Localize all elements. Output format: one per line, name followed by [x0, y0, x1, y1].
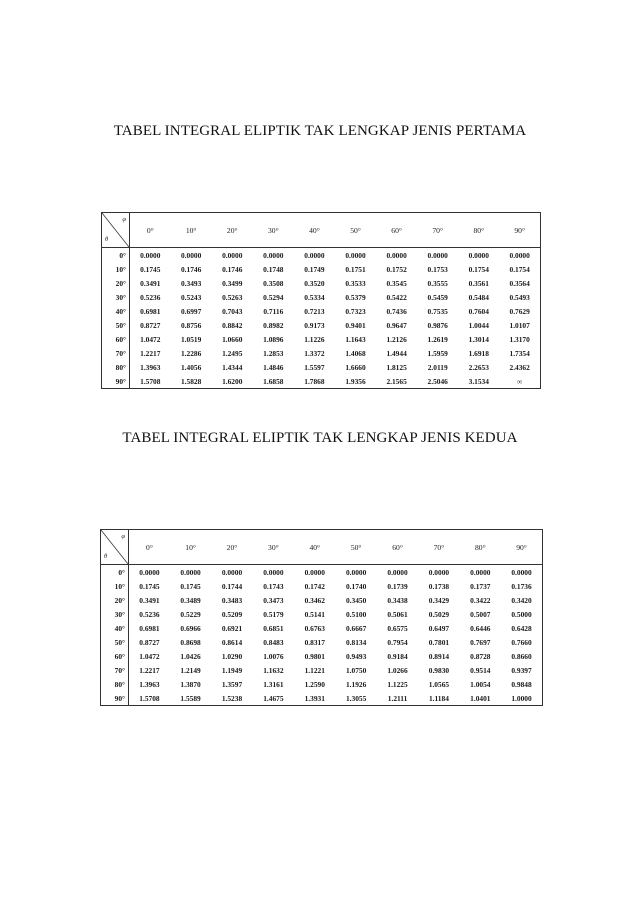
table-cell: 0.0000 [304, 250, 325, 260]
table-cell: 0.0000 [180, 567, 201, 577]
table-cell: 0.3564 [509, 278, 530, 288]
table-cell: 0.9876 [427, 320, 448, 330]
table-cell: 1.4944 [386, 348, 407, 358]
table-cell: 2.1565 [386, 376, 407, 386]
table-cell: 1.0426 [180, 651, 201, 661]
table-cell: 1.1926 [345, 679, 367, 689]
table-cell: 0.5379 [345, 292, 366, 302]
row-header: 60° [101, 649, 129, 663]
table-cell: 0.3545 [386, 278, 407, 288]
table-cell: 0.6575 [387, 623, 408, 633]
table-cell: 0.5141 [304, 609, 325, 619]
table-cell: 1.3170 [509, 334, 530, 344]
table-cell: 1.4344 [222, 362, 243, 372]
table-cell: 0.5236 [139, 609, 160, 619]
table-cell: ∞ [517, 376, 523, 386]
table-cell: 2.5046 [427, 376, 448, 386]
table-cell: 0.1754 [509, 264, 530, 274]
table-row [102, 374, 541, 389]
column-header: 10° [171, 213, 212, 248]
table-cell: 0.9493 [345, 651, 367, 661]
table-cell: 0.9397 [511, 665, 532, 675]
table-cell: 1.5959 [427, 348, 448, 358]
theta-label: θ [105, 236, 109, 243]
table-cell: 0.7116 [263, 306, 284, 316]
table-cell: 0.0000 [139, 567, 160, 577]
table-cell: 0.6763 [304, 623, 325, 633]
table-row [102, 346, 541, 360]
row-header: 60° [102, 332, 130, 346]
table-cell: 0.0000 [470, 567, 491, 577]
table-cell: 1.0565 [428, 679, 450, 689]
row-header: 70° [101, 663, 129, 677]
row-header: 90° [101, 691, 129, 706]
table-cell: 0.0000 [428, 567, 450, 577]
table-cell: 0.1740 [345, 581, 367, 591]
table-row [102, 304, 541, 318]
table-row [102, 332, 541, 346]
table-row [102, 248, 541, 263]
table-cell: 0.1739 [387, 581, 408, 591]
corner-header [102, 213, 130, 248]
table-cell: 1.5589 [180, 693, 201, 703]
table-cell: 1.3014 [468, 334, 489, 344]
table-cell: 0.8614 [221, 637, 243, 647]
table-cell: 1.0472 [140, 334, 161, 344]
table-cell: 1.7868 [304, 376, 325, 386]
table-cell: 0.1737 [470, 581, 491, 591]
row-header: 20° [101, 593, 129, 607]
table-cell: 0.6997 [180, 306, 202, 316]
table-title-second-kind: TABEL INTEGRAL ELIPTIK TAK LENGKAP JENIS KEDUA [122, 430, 518, 446]
table-cell: 1.2217 [140, 348, 161, 358]
column-header: 50° [335, 530, 376, 565]
row-header: 30° [101, 607, 129, 621]
table-cell: 1.2495 [222, 348, 243, 358]
column-header: 70° [417, 213, 458, 248]
table-cell: 0.9401 [345, 320, 366, 330]
table-cell: 0.5236 [140, 292, 161, 302]
table-cell: 1.2619 [427, 334, 448, 344]
table-cell: 0.8727 [140, 320, 161, 330]
table-cell: 1.3372 [304, 348, 325, 358]
elliptic-integral-table-first-kind [101, 212, 541, 389]
table-row [101, 607, 543, 621]
table-cell: 0.7213 [304, 306, 325, 316]
table-cell: 0.6981 [139, 623, 160, 633]
table-cell: 0.1746 [180, 264, 202, 274]
row-header: 40° [101, 621, 129, 635]
table-cell: 0.6497 [428, 623, 450, 633]
table-cell: 0.9184 [387, 651, 408, 661]
column-header: 0° [129, 530, 170, 565]
table-cell: 0.9801 [304, 651, 325, 661]
table-row [101, 635, 543, 649]
table-cell: 3.1534 [468, 376, 489, 386]
column-header: 30° [253, 213, 294, 248]
table-cell: 0.1736 [511, 581, 532, 591]
table-title-first-kind: TABEL INTEGRAL ELIPTIK TAK LENGKAP JENIS PERTAMA [113, 123, 527, 139]
table-cell: 0.0000 [511, 567, 532, 577]
table-cell: 0.3473 [263, 595, 284, 605]
table-cell: 1.3963 [140, 362, 161, 372]
row-header: 10° [101, 579, 129, 593]
table-cell: 2.2653 [468, 362, 489, 372]
phi-label: φ [122, 216, 126, 223]
table-cell: 0.9173 [304, 320, 325, 330]
table-cell: 1.1226 [304, 334, 325, 344]
table-row [102, 360, 541, 374]
table-cell: 0.0000 [345, 567, 367, 577]
column-header: 40° [294, 530, 335, 565]
table-cell: 0.8756 [180, 320, 202, 330]
table-cell: 0.0000 [468, 250, 489, 260]
table-cell: 0.0000 [386, 250, 407, 260]
row-header: 80° [102, 360, 130, 374]
table-cell: 0.9848 [511, 679, 532, 689]
table-cell: 0.5179 [263, 609, 284, 619]
table-row [101, 565, 543, 580]
table-cell: 0.5459 [427, 292, 448, 302]
row-header: 10° [102, 262, 130, 276]
table-cell: 0.0000 [263, 567, 284, 577]
table-cell: 1.5238 [221, 693, 243, 703]
table-cell: 0.3429 [428, 595, 450, 605]
column-header: 20° [211, 530, 252, 565]
table-cell: 1.3597 [221, 679, 243, 689]
table-cell: 1.0107 [509, 320, 530, 330]
table-cell: 0.8317 [304, 637, 325, 647]
column-header: 50° [335, 213, 376, 248]
table-cell: 0.1752 [386, 264, 407, 274]
row-header: 90° [102, 374, 130, 389]
column-header: 30° [253, 530, 294, 565]
column-header: 20° [212, 213, 253, 248]
table-cell: 1.3931 [304, 693, 325, 703]
table-cell: 0.1745 [140, 264, 161, 274]
table-cell: 1.2149 [180, 665, 201, 675]
table-cell: 0.1749 [304, 264, 325, 274]
table-cell: 0.6966 [180, 623, 201, 633]
table-cell: 0.7043 [222, 306, 243, 316]
row-header: 50° [101, 635, 129, 649]
table-cell: 0.6981 [140, 306, 161, 316]
table-cell: 0.0000 [140, 250, 161, 260]
column-header: 40° [294, 213, 335, 248]
table-cell: 0.3508 [263, 278, 284, 288]
table-cell: 0.8660 [511, 651, 532, 661]
table-cell: 1.5708 [139, 693, 160, 703]
table-cell: 0.7801 [428, 637, 450, 647]
table-cell: 0.0000 [387, 567, 408, 577]
table-cell: 1.5708 [140, 376, 161, 386]
table-cell: 0.1748 [263, 264, 284, 274]
table-cell: 0.3483 [221, 595, 243, 605]
table-cell: 0.9514 [470, 665, 491, 675]
table-cell: 0.0000 [427, 250, 448, 260]
table-cell: 1.1949 [221, 665, 243, 675]
table-cell: 1.0472 [139, 651, 160, 661]
table-cell: 0.9647 [386, 320, 407, 330]
table-cell: 0.1754 [468, 264, 489, 274]
table-cell: 1.0044 [468, 320, 489, 330]
table-cell: 0.8134 [345, 637, 367, 647]
table-cell: 0.1742 [304, 581, 325, 591]
table-cell: 0.5422 [386, 292, 407, 302]
table-row [101, 621, 543, 635]
table-cell: 0.6921 [221, 623, 243, 633]
table-cell: 0.8727 [139, 637, 160, 647]
table-cell: 1.6918 [468, 348, 489, 358]
table-cell: 1.0266 [387, 665, 408, 675]
table-cell: 0.3438 [387, 595, 408, 605]
table-cell: 0.6667 [345, 623, 367, 633]
table-cell: 0.0000 [221, 567, 243, 577]
table-cell: 0.5263 [222, 292, 243, 302]
column-header: 90° [501, 530, 542, 565]
table-cell: 1.0660 [222, 334, 243, 344]
table-cell: 1.2217 [139, 665, 160, 675]
table-cell: 1.0896 [263, 334, 284, 344]
table-cell: 1.7354 [509, 348, 530, 358]
table-cell: 0.3520 [304, 278, 325, 288]
row-header: 80° [101, 677, 129, 691]
table-cell: 1.4846 [263, 362, 284, 372]
table-cell: 0.1745 [139, 581, 160, 591]
table-cell: 1.3055 [345, 693, 367, 703]
table-row [101, 579, 543, 593]
table-cell: 0.3561 [468, 278, 489, 288]
phi-label: φ [121, 533, 125, 540]
table-cell: 0.8842 [222, 320, 243, 330]
table-cell: 0.0000 [180, 250, 202, 260]
table-cell: 0.7604 [468, 306, 489, 316]
column-header: 80° [460, 530, 501, 565]
table-cell: 1.0000 [511, 693, 532, 703]
table-cell: 1.0750 [345, 665, 367, 675]
table-cell: 1.2286 [180, 348, 202, 358]
table-cell: 1.2126 [386, 334, 407, 344]
row-header: 50° [102, 318, 130, 332]
theta-label: θ [104, 553, 108, 560]
table-row [102, 276, 541, 290]
table-cell: 0.6428 [511, 623, 532, 633]
table-cell: 1.4675 [263, 693, 284, 703]
table-cell: 0.7323 [345, 306, 366, 316]
table-cell: 0.0000 [263, 250, 284, 260]
table-cell: 0.3493 [180, 278, 202, 288]
table-row [101, 691, 543, 706]
table-cell: 0.8728 [470, 651, 491, 661]
table-cell: 1.3870 [180, 679, 201, 689]
table-row [101, 649, 543, 663]
table-cell: 0.3555 [427, 278, 448, 288]
table-cell: 1.5597 [304, 362, 325, 372]
table-cell: 0.3462 [304, 595, 325, 605]
table-cell: 0.5294 [263, 292, 284, 302]
table-cell: 1.2853 [263, 348, 284, 358]
row-header: 20° [102, 276, 130, 290]
table-cell: 0.7535 [427, 306, 448, 316]
table-cell: 0.6851 [263, 623, 284, 633]
row-header: 0° [102, 248, 130, 263]
table-cell: 1.1643 [345, 334, 366, 344]
table-cell: 0.7436 [386, 306, 407, 316]
row-header: 40° [102, 304, 130, 318]
table-cell: 1.5828 [180, 376, 202, 386]
table-cell: 0.5029 [428, 609, 450, 619]
table-cell: 0.8698 [180, 637, 201, 647]
table-cell: 1.2111 [387, 693, 408, 703]
column-header: 70° [418, 530, 459, 565]
table-cell: 1.3161 [263, 679, 284, 689]
table-cell: 1.8125 [386, 362, 407, 372]
row-header: 30° [102, 290, 130, 304]
table-cell: 0.3422 [470, 595, 491, 605]
table-cell: 1.0076 [263, 651, 284, 661]
table-cell: 1.9356 [345, 376, 366, 386]
table-cell: 1.6858 [263, 376, 284, 386]
table-cell: 0.7954 [387, 637, 408, 647]
table-cell: 0.3491 [140, 278, 161, 288]
table-cell: 0.5493 [509, 292, 530, 302]
table-cell: 1.1632 [263, 665, 284, 675]
table-row [102, 262, 541, 276]
table-cell: 1.0054 [470, 679, 491, 689]
table-cell: 0.0000 [509, 250, 530, 260]
table-cell: 1.6660 [345, 362, 366, 372]
table-cell: 0.5484 [468, 292, 489, 302]
table-cell: 0.7697 [470, 637, 491, 647]
table-cell: 1.4068 [345, 348, 366, 358]
column-header: 10° [170, 530, 211, 565]
table-row [101, 677, 543, 691]
table-cell: 1.1225 [387, 679, 408, 689]
table-cell: 0.5209 [221, 609, 243, 619]
table-cell: 0.5243 [180, 292, 202, 302]
table-cell: 1.0401 [470, 693, 491, 703]
table-cell: 0.5334 [304, 292, 325, 302]
table-row [102, 290, 541, 304]
table-cell: 0.3499 [222, 278, 243, 288]
table-cell: 0.3533 [345, 278, 366, 288]
table-cell: 0.1753 [427, 264, 448, 274]
table-row [101, 593, 543, 607]
table-row [101, 663, 543, 677]
table-cell: 0.3489 [180, 595, 201, 605]
table-cell: 0.5061 [387, 609, 408, 619]
table-cell: 0.7660 [511, 637, 532, 647]
table-cell: 0.8483 [263, 637, 284, 647]
table-cell: 2.4362 [509, 362, 530, 372]
row-header: 0° [101, 565, 129, 580]
table-cell: 0.5000 [511, 609, 532, 619]
table-cell: 0.0000 [345, 250, 366, 260]
table-cell: 1.1221 [304, 665, 325, 675]
table-cell: 0.1746 [222, 264, 243, 274]
table-cell: 0.7629 [509, 306, 530, 316]
table-cell: 0.1744 [221, 581, 243, 591]
table-cell: 0.1751 [345, 264, 366, 274]
row-header: 70° [102, 346, 130, 360]
column-header: 60° [376, 213, 417, 248]
column-header: 60° [377, 530, 418, 565]
table-cell: 0.8914 [428, 651, 450, 661]
elliptic-integral-table-second-kind [100, 529, 543, 706]
table-cell: 0.8982 [263, 320, 284, 330]
table-cell: 0.6446 [470, 623, 491, 633]
table-row [102, 318, 541, 332]
table-cell: 0.3491 [139, 595, 160, 605]
column-header: 90° [499, 213, 540, 248]
table-cell: 0.5007 [470, 609, 491, 619]
table-cell: 0.0000 [222, 250, 243, 260]
table-cell: 0.3450 [345, 595, 367, 605]
table-cell: 1.3963 [139, 679, 160, 689]
column-header: 0° [130, 213, 171, 248]
column-header: 80° [458, 213, 499, 248]
table-cell: 0.5100 [345, 609, 367, 619]
table-cell: 1.1184 [428, 693, 449, 703]
table-cell: 1.0519 [180, 334, 202, 344]
table-cell: 0.5229 [180, 609, 201, 619]
table-cell: 0.1745 [180, 581, 201, 591]
table-cell: 1.4056 [180, 362, 202, 372]
table-cell: 0.3420 [511, 595, 532, 605]
table-cell: 0.1738 [428, 581, 450, 591]
table-cell: 1.0290 [221, 651, 243, 661]
table-cell: 0.0000 [304, 567, 325, 577]
table-cell: 0.9830 [428, 665, 450, 675]
corner-header [101, 530, 129, 565]
table-cell: 2.0119 [427, 362, 448, 372]
table-cell: 0.1743 [263, 581, 284, 591]
table-cell: 1.6200 [222, 376, 243, 386]
table-cell: 1.2590 [304, 679, 325, 689]
